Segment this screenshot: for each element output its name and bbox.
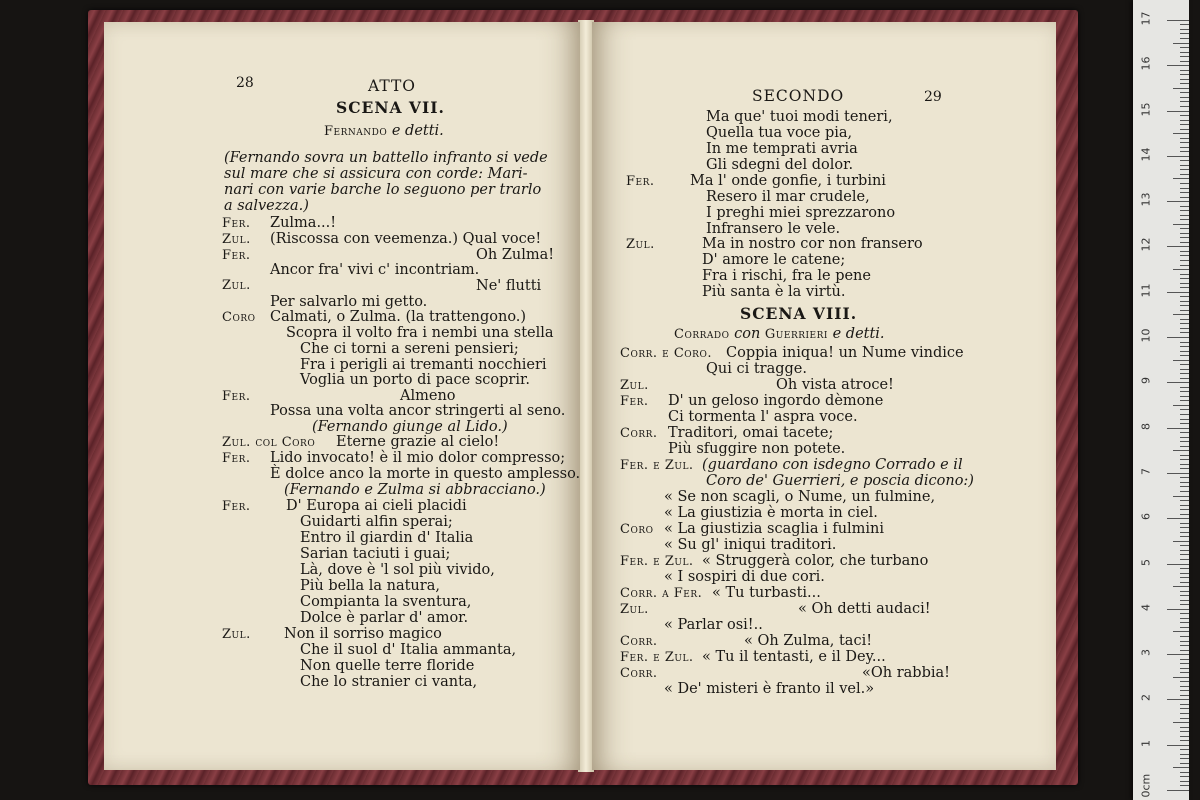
ruler-minor-tick (1180, 591, 1189, 592)
ruler-minor-tick (1180, 641, 1189, 642)
ruler-minor-tick (1180, 83, 1189, 84)
ruler-minor-tick (1180, 147, 1189, 148)
ruler-minor-tick (1180, 70, 1189, 71)
verse-line: Più sfuggire non potete. (668, 441, 846, 457)
ruler-label: 7 (1139, 467, 1153, 475)
ruler-minor-tick (1180, 573, 1189, 574)
ruler-minor-tick (1180, 296, 1189, 297)
verse-line: Dolce è parlar d' amor. (300, 610, 469, 626)
ruler-minor-tick (1180, 464, 1189, 465)
stage-direction: sul mare che si assicura con corde: Mari- (224, 166, 528, 182)
ruler-label: 11 (1139, 283, 1153, 298)
speaker-label: Zul. col Coro (222, 435, 316, 450)
ruler-minor-tick (1180, 491, 1189, 492)
ruler-minor-tick (1180, 260, 1189, 261)
scene-title: SCENA VII. (336, 98, 445, 117)
ruler-minor-tick (1180, 455, 1189, 456)
verse-line: « La giustizia è morta in ciel. (664, 505, 878, 521)
ruler-minor-tick (1173, 496, 1189, 497)
verse-line: In me temprati avria (706, 141, 858, 157)
ruler-label: 10 (1139, 328, 1153, 343)
ruler-minor-tick (1180, 174, 1189, 175)
speaker-label: Zul. (222, 627, 251, 642)
ruler-minor-tick (1180, 577, 1189, 578)
verse-line: Almeno (400, 388, 456, 404)
speaker-label: Coro (222, 310, 256, 325)
verse-line: Fra i perigli ai tremanti nocchieri (300, 357, 547, 373)
ruler-minor-tick (1180, 482, 1189, 483)
speaker-label: Corr. (620, 666, 658, 681)
scene-characters: Corrado con Guerrieri e detti. (674, 326, 885, 342)
ruler-minor-tick (1173, 450, 1189, 451)
speaker-label: Zul. (222, 278, 251, 293)
verse-line: Più santa è la virtù. (702, 284, 846, 300)
ruler-minor-tick (1180, 772, 1189, 773)
ruler-minor-tick (1180, 663, 1189, 664)
verse-line: Ci tormenta l' aspra voce. (668, 409, 858, 425)
verse-line: I preghi miei sprezzarono (706, 205, 896, 221)
speaker-label: Corr. e Coro. (620, 346, 712, 361)
ruler-minor-tick (1180, 169, 1189, 170)
ruler-minor-tick (1180, 690, 1189, 691)
ruler-label: 14 (1139, 147, 1153, 162)
verse-line: « Oh Zulma, taci! (744, 633, 873, 649)
ruler-major-tick (1167, 654, 1189, 655)
ruler-major-tick (1167, 337, 1189, 338)
ruler-minor-tick (1173, 360, 1189, 361)
verse-line: Qui ci tragge. (706, 361, 807, 377)
ruler-minor-tick (1180, 24, 1189, 25)
ruler-minor-tick (1180, 645, 1189, 646)
ruler-minor-tick (1180, 582, 1189, 583)
ruler-label: 0cm (1139, 773, 1153, 798)
verse-line: Possa una volta ancor stringerti al seno. (270, 403, 566, 419)
ruler-minor-tick (1180, 97, 1189, 98)
ruler-minor-tick (1180, 323, 1189, 324)
page-number: 29 (924, 89, 942, 105)
stage-direction: (Fernando sovra un battello infranto si vede (224, 150, 548, 166)
verse-line: Sarian taciuti i guai; (300, 546, 451, 562)
verse-line: Non quelle terre floride (300, 658, 475, 674)
speaker-label: Zul. (626, 237, 655, 252)
stage-direction: a salvezza.) (224, 198, 309, 214)
verse-line: Quella tua voce pia, (706, 125, 853, 141)
ruler-minor-tick (1180, 459, 1189, 460)
ruler-minor-tick (1180, 776, 1189, 777)
ruler-minor-tick (1180, 731, 1189, 732)
ruler-minor-tick (1173, 405, 1189, 406)
ruler-minor-tick (1180, 124, 1189, 125)
ruler-minor-tick (1180, 74, 1189, 75)
verse-line: Ne' flutti (476, 278, 542, 294)
ruler-major-tick (1167, 201, 1189, 202)
ruler-minor-tick (1180, 550, 1189, 551)
ruler-minor-tick (1180, 749, 1189, 750)
ruler-minor-tick (1180, 559, 1189, 560)
speaker-label: Fer. (626, 174, 655, 189)
verse-line: Là, dove è 'l sol più vivido, (300, 562, 495, 578)
ruler-minor-tick (1180, 301, 1189, 302)
verse-line: Eterne grazie al cielo! (336, 434, 500, 450)
ruler-minor-tick (1180, 432, 1189, 433)
ruler-minor-tick (1180, 52, 1189, 53)
ruler-minor-tick (1180, 319, 1189, 320)
verse-line: Ma l' onde gonfie, i turbini (690, 173, 886, 189)
ruler-minor-tick (1180, 305, 1189, 306)
ruler-minor-tick (1173, 178, 1189, 179)
ruler-minor-tick (1180, 219, 1189, 220)
verse-line: Ma in nostro cor non fransero (702, 236, 923, 252)
ruler-major-tick (1167, 20, 1189, 21)
speaker-label: Fer. (222, 248, 251, 263)
ruler-minor-tick (1180, 514, 1189, 515)
ruler-label: 12 (1139, 237, 1153, 252)
ruler-minor-tick (1180, 251, 1189, 252)
verse-line: Che lo stranier ci vanta, (300, 674, 478, 690)
speaker-label: Corr. a Fer. (620, 586, 703, 601)
left-page (104, 22, 580, 770)
verse-line: « Oh detti audaci! (798, 601, 931, 617)
ruler-minor-tick (1180, 47, 1189, 48)
ruler-minor-tick (1180, 188, 1189, 189)
ruler-minor-tick (1180, 138, 1189, 139)
ruler-minor-tick (1180, 736, 1189, 737)
verse-line: « Struggerà color, che turbano (702, 553, 929, 569)
speaker-label: Fer. (222, 451, 251, 466)
ruler-minor-tick (1180, 160, 1189, 161)
ruler-label: 17 (1139, 11, 1153, 26)
ruler-minor-tick (1180, 165, 1189, 166)
verse-line: D' un geloso ingordo dèmone (668, 393, 884, 409)
verse-line: Scopra il volto fra i nembi una stella (286, 325, 554, 341)
verse-line: Zulma...! (270, 215, 337, 231)
ruler-minor-tick (1180, 233, 1189, 234)
ruler-minor-tick (1180, 355, 1189, 356)
ruler-minor-tick (1180, 396, 1189, 397)
ruler-minor-tick (1180, 215, 1189, 216)
ruler-major-tick (1167, 790, 1189, 791)
scene-characters: Fernando e detti. (324, 123, 444, 139)
ruler-minor-tick (1180, 79, 1189, 80)
ruler-minor-tick (1180, 61, 1189, 62)
ruler-minor-tick (1180, 500, 1189, 501)
ruler-minor-tick (1173, 314, 1189, 315)
running-head: SECONDO (752, 87, 845, 105)
ruler-minor-tick (1173, 88, 1189, 89)
ruler-minor-tick (1180, 423, 1189, 424)
ruler-label: 4 (1139, 603, 1153, 611)
ruler-major-tick (1167, 428, 1189, 429)
verse-line: Resero il mar crudele, (706, 189, 870, 205)
verse-line: « I sospiri di due cori. (664, 569, 825, 585)
ruler-minor-tick (1173, 269, 1189, 270)
speaker-label: Coro (620, 522, 654, 537)
measurement-ruler (1133, 0, 1189, 800)
ruler-minor-tick (1180, 740, 1189, 741)
ruler-minor-tick (1180, 283, 1189, 284)
ruler-label: 1 (1139, 739, 1153, 747)
ruler-minor-tick (1180, 242, 1189, 243)
verse-line: Oh vista atroce! (776, 377, 894, 393)
ruler-minor-tick (1180, 364, 1189, 365)
ruler-minor-tick (1180, 391, 1189, 392)
ruler-minor-tick (1180, 650, 1189, 651)
ruler-major-tick (1167, 156, 1189, 157)
verse-line: (Riscossa con veemenza.) Qual voce! (270, 231, 542, 247)
ruler-minor-tick (1180, 120, 1189, 121)
ruler-minor-tick (1180, 346, 1189, 347)
ruler-label: 6 (1139, 513, 1153, 521)
verse-line: « Su gl' iniqui traditori. (664, 537, 837, 553)
ruler-major-tick (1167, 564, 1189, 565)
stage-direction: (Fernando e Zulma si abbracciano.) (284, 482, 546, 498)
ruler-label: 13 (1139, 192, 1153, 207)
ruler-minor-tick (1173, 133, 1189, 134)
speaker-label: Zul. (620, 602, 649, 617)
speaker-label: Fer. (222, 216, 251, 231)
ruler-minor-tick (1180, 554, 1189, 555)
ruler-minor-tick (1180, 206, 1189, 207)
ruler-minor-tick (1180, 468, 1189, 469)
ruler-minor-tick (1180, 278, 1189, 279)
ruler-minor-tick (1180, 255, 1189, 256)
ruler-minor-tick (1173, 767, 1189, 768)
verse-line: D' amore le catene; (702, 252, 846, 268)
ruler-minor-tick (1180, 38, 1189, 39)
ruler-minor-tick (1180, 409, 1189, 410)
ruler-minor-tick (1180, 636, 1189, 637)
speaker-label: Corr. (620, 634, 658, 649)
ruler-major-tick (1167, 292, 1189, 293)
verse-line: Non il sorriso magico (284, 626, 442, 642)
ruler-minor-tick (1180, 210, 1189, 211)
verse-line: « De' misteri è franto il vel.» (664, 681, 875, 697)
stage-direction: Coro de' Guerrieri, e poscia dicono:) (706, 473, 974, 489)
ruler-label: 16 (1139, 56, 1153, 71)
verse-line: «Oh rabbia! (862, 665, 950, 681)
running-head: ATTO (368, 77, 417, 95)
speaker-label: Zul. (222, 232, 251, 247)
ruler-minor-tick (1173, 677, 1189, 678)
ruler-major-tick (1167, 518, 1189, 519)
ruler-minor-tick (1180, 192, 1189, 193)
verse-line: Compianta la sventura, (300, 594, 472, 610)
ruler-minor-tick (1180, 446, 1189, 447)
verse-line: Ancor fra' vivi c' incontriam. (270, 262, 480, 278)
ruler-minor-tick (1180, 704, 1189, 705)
ruler-minor-tick (1180, 151, 1189, 152)
ruler-minor-tick (1180, 310, 1189, 311)
ruler-minor-tick (1180, 659, 1189, 660)
ruler-minor-tick (1180, 532, 1189, 533)
ruler-major-tick (1167, 473, 1189, 474)
ruler-minor-tick (1180, 56, 1189, 57)
verse-line: « Parlar osi!.. (664, 617, 763, 633)
ruler-minor-tick (1180, 142, 1189, 143)
speaker-label: Fer. e Zul. (620, 650, 694, 665)
verse-line: « La giustizia scaglia i fulmini (664, 521, 885, 537)
ruler-minor-tick (1180, 781, 1189, 782)
ruler-minor-tick (1180, 785, 1189, 786)
ruler-major-tick (1167, 382, 1189, 383)
ruler-minor-tick (1180, 29, 1189, 30)
ruler-major-tick (1167, 65, 1189, 66)
speaker-label: Fer. (222, 499, 251, 514)
ruler-minor-tick (1180, 758, 1189, 759)
verse-line: « Tu il tentasti, e il Dey... (702, 649, 886, 665)
ruler-minor-tick (1180, 369, 1189, 370)
ruler-minor-tick (1180, 351, 1189, 352)
verse-line: Traditori, omai tacete; (668, 425, 834, 441)
ruler-label: 5 (1139, 558, 1153, 566)
verse-line: Più bella la natura, (300, 578, 440, 594)
ruler-minor-tick (1180, 183, 1189, 184)
ruler-minor-tick (1180, 437, 1189, 438)
ruler-minor-tick (1180, 622, 1189, 623)
ruler-minor-tick (1180, 604, 1189, 605)
verse-line: Entro il giardin d' Italia (300, 530, 474, 546)
ruler-minor-tick (1180, 237, 1189, 238)
ruler-label: 9 (1139, 377, 1153, 385)
ruler-minor-tick (1180, 695, 1189, 696)
verse-line: Oh Zulma! (476, 247, 555, 263)
ruler-minor-tick (1180, 708, 1189, 709)
verse-line: Infransero le vele. (706, 221, 841, 237)
ruler-minor-tick (1180, 536, 1189, 537)
verse-line: Voglia un porto di pace scoprir. (300, 372, 530, 388)
right-page (592, 22, 1056, 770)
ruler-minor-tick (1180, 600, 1189, 601)
ruler-minor-tick (1180, 228, 1189, 229)
ruler-major-tick (1167, 745, 1189, 746)
ruler-major-tick (1167, 609, 1189, 610)
ruler-minor-tick (1180, 33, 1189, 34)
speaker-label: Fer. e Zul. (620, 554, 694, 569)
ruler-minor-tick (1180, 595, 1189, 596)
ruler-minor-tick (1173, 722, 1189, 723)
ruler-minor-tick (1180, 686, 1189, 687)
ruler-minor-tick (1173, 631, 1189, 632)
ruler-minor-tick (1180, 414, 1189, 415)
ruler-minor-tick (1180, 509, 1189, 510)
speaker-label: Zul. (620, 378, 649, 393)
ruler-minor-tick (1173, 541, 1189, 542)
ruler-minor-tick (1180, 400, 1189, 401)
speaker-label: Corr. (620, 426, 658, 441)
ruler-minor-tick (1180, 378, 1189, 379)
ruler-minor-tick (1180, 332, 1189, 333)
ruler-minor-tick (1180, 486, 1189, 487)
ruler-minor-tick (1180, 101, 1189, 102)
ruler-major-tick (1167, 246, 1189, 247)
scene-title: SCENA VIII. (740, 304, 858, 323)
verse-line: Coppia iniqua! un Nume vindice (726, 345, 964, 361)
verse-line: « Tu turbasti... (712, 585, 821, 601)
ruler-minor-tick (1180, 129, 1189, 130)
ruler-label: 8 (1139, 422, 1153, 430)
ruler-minor-tick (1180, 754, 1189, 755)
ruler-minor-tick (1173, 43, 1189, 44)
stage-direction: (guardano con isdegno Corrado e il (702, 457, 963, 473)
ruler-label: 15 (1139, 102, 1153, 116)
ruler-minor-tick (1180, 763, 1189, 764)
ruler-minor-tick (1180, 477, 1189, 478)
ruler-minor-tick (1180, 568, 1189, 569)
speaker-label: Fer. (222, 389, 251, 404)
ruler-label: 3 (1139, 649, 1153, 657)
ruler-minor-tick (1180, 672, 1189, 673)
verse-line: « Se non scagli, o Nume, un fulmine, (664, 489, 936, 505)
verse-line: Che il suol d' Italia ammanta, (300, 642, 517, 658)
ruler-label: 2 (1139, 694, 1153, 702)
ruler-minor-tick (1180, 419, 1189, 420)
verse-line: D' Europa ai cieli placidi (286, 498, 467, 514)
ruler-minor-tick (1180, 441, 1189, 442)
ruler-minor-tick (1180, 115, 1189, 116)
ruler-minor-tick (1180, 627, 1189, 628)
stage-direction: nari con varie barche lo seguono per trarlo (224, 182, 542, 198)
verse-line: Che ci torni a sereni pensieri; (300, 341, 519, 357)
verse-line: Guidarti alfin sperai; (300, 514, 453, 530)
page-number: 28 (236, 75, 254, 91)
ruler-major-tick (1167, 111, 1189, 112)
ruler-minor-tick (1173, 224, 1189, 225)
ruler-minor-tick (1180, 668, 1189, 669)
ruler-minor-tick (1180, 727, 1189, 728)
verse-line: Fra i rischi, fra le pene (702, 268, 871, 284)
verse-line: Gli sdegni del dolor. (706, 157, 854, 173)
verse-line: Lido invocato! è il mio dolor compresso; (270, 450, 566, 466)
ruler-minor-tick (1180, 387, 1189, 388)
ruler-minor-tick (1173, 586, 1189, 587)
ruler-minor-tick (1180, 718, 1189, 719)
verse-line: Per salvarlo mi getto. (270, 294, 428, 310)
ruler-minor-tick (1180, 265, 1189, 266)
ruler-minor-tick (1180, 342, 1189, 343)
speaker-label: Fer. e Zul. (620, 458, 694, 473)
ruler-minor-tick (1180, 545, 1189, 546)
ruler-minor-tick (1180, 373, 1189, 374)
ruler-minor-tick (1180, 505, 1189, 506)
ruler-minor-tick (1180, 106, 1189, 107)
ruler-minor-tick (1180, 527, 1189, 528)
ruler-minor-tick (1180, 713, 1189, 714)
ruler-minor-tick (1180, 274, 1189, 275)
speaker-label: Fer. (620, 394, 649, 409)
ruler-minor-tick (1180, 328, 1189, 329)
ruler-major-tick (1167, 699, 1189, 700)
ruler-minor-tick (1180, 92, 1189, 93)
verse-line: Ma que' tuoi modi teneri, (706, 109, 893, 125)
ruler-minor-tick (1180, 613, 1189, 614)
stage-direction: (Fernando giunge al Lido.) (312, 419, 508, 435)
verse-line: È dolce anco la morte in questo amplesso. (270, 466, 581, 482)
ruler-minor-tick (1180, 618, 1189, 619)
ruler-minor-tick (1180, 287, 1189, 288)
ruler-minor-tick (1180, 197, 1189, 198)
verse-line: Calmati, o Zulma. (la trattengono.) (270, 309, 527, 325)
ruler-minor-tick (1180, 681, 1189, 682)
ruler-minor-tick (1180, 523, 1189, 524)
